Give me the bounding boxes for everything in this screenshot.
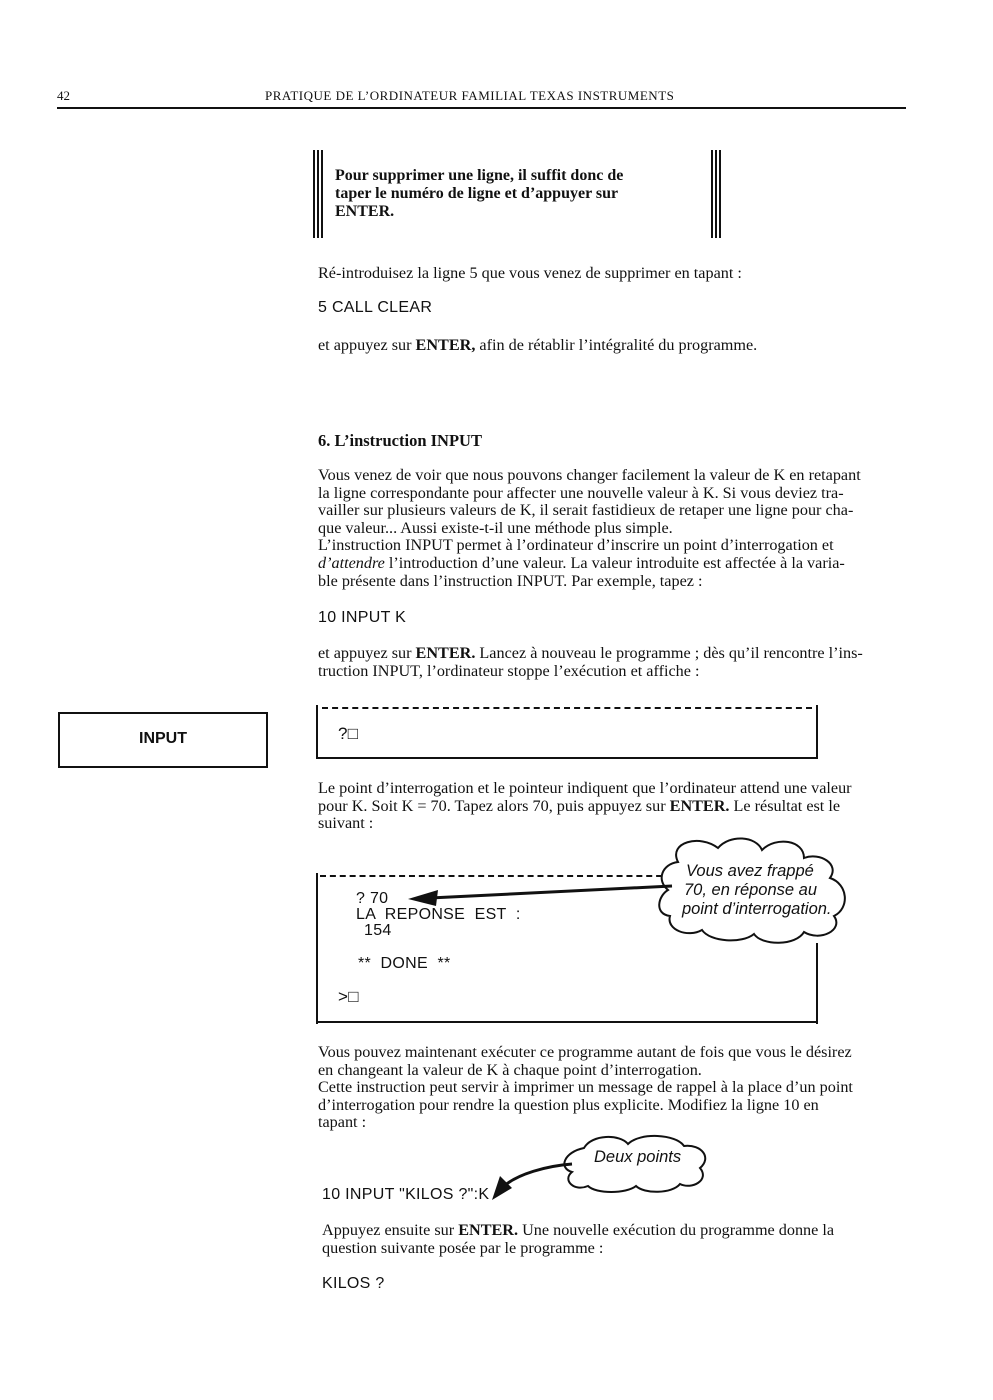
text-line: Cette instruction peut servir à imprimer un message de rappel à la place d’un point [318,1078,853,1097]
text-line: L’instruction INPUT permet à l’ordinateur d’inscrire un point d’interrogation et [318,536,834,555]
text-span: afin de rétablir l’intégralité du programme. [475,336,758,354]
text-span: Appuyez ensuite sur [322,1221,459,1239]
text-line: Vous pouvez maintenant exécuter ce programme autant de fois que vous le désirez [318,1043,852,1061]
text-span: Lancez à nouveau le programme ; dès qu’il rencontre l’ins- [475,644,863,662]
text-line: que valeur... Aussi existe-t-il une méthode plus simple. [318,518,673,537]
pointer-arrow [430,886,672,898]
paragraph [318,780,852,833]
screen-line: >□ [338,987,359,1006]
text-line: ble présente dans l’instruction INPUT. Par exemple, tapez : [318,571,703,590]
screen-left-edge [316,705,318,759]
screen-left-edge [316,873,318,1024]
bubble-text: Vous avez frappé [686,862,814,880]
screen-right-edge [816,943,818,1024]
bubble-text: 70, en réponse au [684,881,818,899]
note-box [313,150,725,238]
bubble-text: point d’interrogation. [682,900,832,918]
paragraph [318,645,863,680]
screen-bottom-edge [316,757,818,759]
margin-label-box [58,712,268,768]
screen-line: LA REPONSE EST : [356,906,521,923]
section-heading: 6. L’instruction INPUT [318,431,482,450]
text-line [318,555,912,573]
intro-text: Ré-introduisez la ligne 5 que vous venez de supprimer en tapant : [318,264,742,282]
running-title: PRATIQUE DE L’ORDINATEUR FAMILIAL TEXAS INSTRUMENTS [265,88,675,103]
pointer-arrow [504,1164,572,1186]
screen-line: ? 70 [356,890,389,907]
italic-span: d’attendre [318,553,385,572]
text-span: et appuyez sur [318,336,416,354]
bubble-text: Deux points [594,1148,682,1166]
text-line [322,1222,834,1240]
code-line: 10 INPUT K [318,609,407,626]
arrowhead [408,890,438,906]
intro-after [318,337,757,355]
screen-prompt: ?□ [338,724,359,743]
text-line [318,645,863,663]
text-span: Le résultat est le [729,796,841,815]
note-box-right-bar [719,150,721,238]
note-box-left-bar [313,150,315,238]
code-line: 5 CALL CLEAR [318,299,433,316]
paragraph [318,467,912,590]
note-box-right-bar [715,150,717,238]
page-number: 42 [57,88,70,103]
text-line: tapant : [318,1113,367,1132]
note-box-right-bar [711,150,713,238]
text-line: vailler sur plusieurs valeurs de K, il serait fastidieux de retaper une ligne pour cha- [318,501,854,520]
note-line: taper le numéro de ligne et d’appuyer sur [335,185,619,202]
text-span: et appuyez sur [318,644,416,662]
text-line: d’interrogation pour rendre la question plus explicite. Modifiez la ligne 10 en [318,1095,819,1114]
text-line: truction INPUT, l’ordinateur stoppe l’exécution et affiche : [318,661,700,680]
bold-enter: ENTER, [415,336,476,354]
note-box-left-bar [317,150,319,238]
screen-display-1 [316,703,818,759]
text-line: Vous venez de voir que nous pouvons changer facilement la valeur de K en retapant [318,466,861,484]
screen-top-dash [322,707,812,709]
speech-bubble-2 [480,1130,720,1210]
margin-label: INPUT [139,730,187,747]
screen-line: ** DONE ** [358,955,451,972]
text-span: l’introduction d’une valeur. La valeur introduite est affectée à la varia- [384,553,845,572]
note-line: Pour supprimer une ligne, il suffit donc de [335,167,624,184]
screen-bottom-edge [316,1021,818,1023]
screen-line: 154 [364,922,392,939]
code-line: 10 INPUT "KILOS ?":K [322,1186,490,1203]
note-box-left-bar [321,150,323,238]
text-span: Une nouvelle exécution du programme donne la [518,1221,835,1239]
paragraph [322,1222,834,1257]
screen-right-edge [816,705,818,759]
bold-enter: ENTER. [669,796,730,815]
text-line: Le point d’interrogation et le pointeur indiquent que l’ordinateur attend une valeur [318,779,852,797]
bold-enter: ENTER. [415,644,476,662]
header-rule [57,107,906,109]
paragraph [318,1044,853,1132]
bold-enter: ENTER. [458,1221,519,1239]
arrowhead [492,1176,512,1200]
text-line: question suivante posée par le programme : [322,1238,604,1257]
text-line: suivant : [318,814,374,833]
text-line [318,798,852,816]
text-line: la ligne correspondante pour affecter une nouvelle valeur à K. Si vous deviez tra- [318,483,844,502]
code-line: KILOS ? [322,1275,385,1292]
text-span: pour K. Soit K = 70. Tapez alors 70, puis appuyez sur [318,796,670,815]
text-line: en changeant la valeur de K à chaque point d’interrogation. [318,1060,702,1079]
note-line: ENTER. [335,203,395,220]
